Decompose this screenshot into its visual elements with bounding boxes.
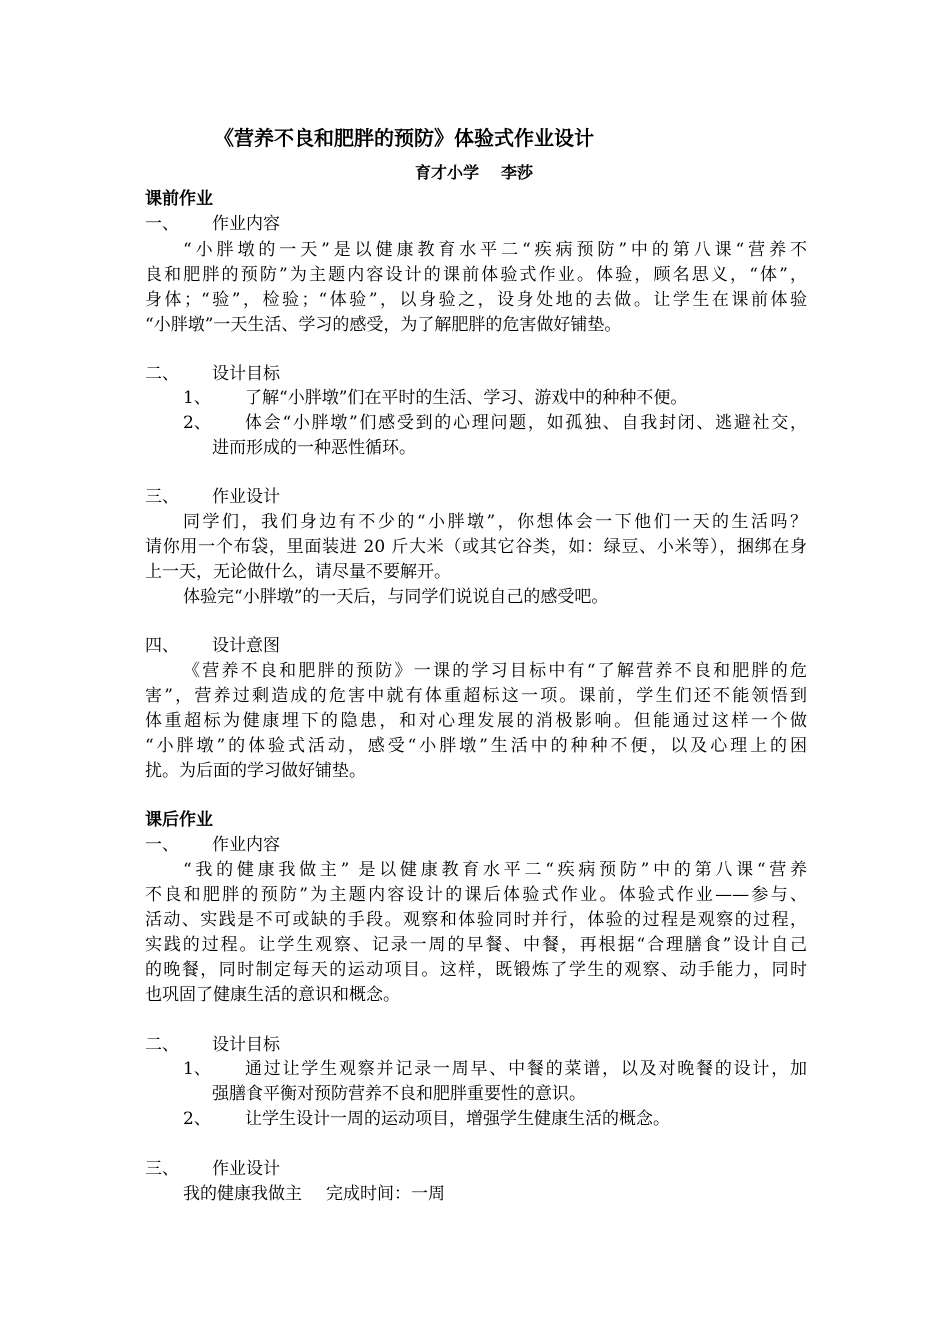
- post-s3-completion-time: 完成时间：一周: [326, 1184, 445, 1204]
- post-s3-line: [183, 1184, 445, 1204]
- pre-s2-title: 设计目标: [212, 364, 280, 384]
- pre-s4-line-1: 《营养不良和肥胖的预防》一课的学习目标中有“了解营养不良和肥胖的危: [183, 661, 807, 681]
- post-s3-num: 三、: [145, 1159, 179, 1179]
- pre-s3-line-1: 同学们，我们身边有不少的“小胖墩”，你想体会一下他们一天的生活吗？: [183, 512, 807, 532]
- post-s1-line-3: 活动、实践是不可或缺的手段。观察和体验同时并行，体验的过程是观察的过程，: [145, 910, 807, 930]
- doc-title: 《营养不良和肥胖的预防》体验式作业设计: [214, 126, 594, 150]
- pre-s1-line-2: 良和肥胖的预防”为主题内容设计的课前体验式作业。体验，顾名思义，“体”，: [145, 265, 807, 285]
- post-s1-line-1: “我的健康我做主” 是以健康教育水平二“疾病预防”中的第八课“营养: [183, 860, 807, 880]
- pre-s1-line-1: “小胖墩的一天”是以健康教育水平二“疾病预防”中的第八课“营养不: [183, 240, 807, 260]
- pre-s3-line-4: 体验完“小胖墩”的一天后，与同学们说说自己的感受吧。: [183, 587, 609, 607]
- post-s2-title: 设计目标: [212, 1035, 280, 1055]
- pre-s4-line-5: 扰。为后面的学习做好铺垫。: [145, 761, 366, 781]
- post-s1-line-2: 不良和肥胖的预防”为主题内容设计的课后体验式作业。体验式作业——参与、: [145, 885, 807, 905]
- pre-s2-item-2-line-1: 体会“小胖墩”们感受到的心理问题，如孤独、自我封闭、逃避社交，: [245, 413, 807, 433]
- post-s2-item-1-num: 1、: [183, 1059, 211, 1079]
- pre-s1-line-4: “小胖墩”一天生活、学习的感受，为了解肥胖的危害做好铺垫。: [145, 315, 622, 335]
- pre-s2-item-2-num: 2、: [183, 413, 211, 433]
- post-s1-line-5: 的晚餐，同时制定每天的运动项目。这样，既锻炼了学生的观察、动手能力，同时: [145, 960, 807, 980]
- post-s1-num: 一、: [145, 835, 179, 855]
- author-school: 育才小学: [415, 163, 480, 182]
- pre-s1-line-3: 身体；“验”，检验；“体验”，以身验之，设身处地的去做。让学生在课前体验: [145, 290, 807, 310]
- pre-s4-line-3: 体重超标为健康埋下的隐患，和对心理发展的消极影响。但能通过这样一个做: [145, 711, 807, 731]
- post-s3-activity-name: 我的健康我做主: [183, 1184, 302, 1204]
- pre-s2-item-1-num: 1、: [183, 388, 211, 408]
- author-name: 李莎: [501, 163, 534, 182]
- pre-s2-num: 二、: [145, 364, 179, 384]
- pre-s1-num: 一、: [145, 214, 179, 234]
- pre-s4-line-4: “小胖墩”的体验式活动，感受“小胖墩”生活中的种种不便，以及心理上的困: [145, 736, 807, 756]
- pre-s3-line-3: 上一天，无论做什么，请尽量不要解开。: [145, 562, 451, 582]
- pre-s4-num: 四、: [145, 636, 179, 656]
- pre-s3-num: 三、: [145, 487, 179, 507]
- post-s1-line-4: 实践的过程。让学生观察、记录一周的早餐、中餐，再根据“合理膳食”设计自己: [145, 935, 807, 955]
- author-line: [415, 163, 533, 183]
- post-s2-item-2-num: 2、: [183, 1109, 211, 1129]
- post-s2-item-1-line-1: 通过让学生观察并记录一周早、中餐的菜谱，以及对晚餐的设计，加: [245, 1059, 807, 1079]
- pre-s4-title: 设计意图: [212, 636, 280, 656]
- post-s2-item-2: 让学生设计一周的运动项目，增强学生健康生活的概念。: [245, 1109, 670, 1129]
- post-s2-item-1-line-2: 强膳食平衡对预防营养不良和肥胖重要性的意识。: [212, 1084, 586, 1104]
- pre-s4-line-2: 害”，营养过剩造成的危害中就有体重超标这一项。课前，学生们还不能领悟到: [145, 686, 807, 706]
- post-heading: 课后作业: [145, 810, 213, 830]
- post-s3-title: 作业设计: [212, 1159, 280, 1179]
- post-s2-num: 二、: [145, 1035, 179, 1055]
- pre-s3-line-2: 请你用一个布袋，里面装进 20 斤大米（或其它谷类，如：绿豆、小米等），捆绑在身: [145, 537, 807, 557]
- pre-s2-item-2-line-2: 进而形成的一种恶性循环。: [212, 438, 416, 458]
- pre-s3-title: 作业设计: [212, 487, 280, 507]
- post-s1-line-6: 也巩固了健康生活的意识和概念。: [145, 985, 400, 1005]
- pre-heading: 课前作业: [145, 189, 213, 209]
- pre-s1-title: 作业内容: [212, 214, 280, 234]
- post-s1-title: 作业内容: [212, 835, 280, 855]
- pre-s2-item-1: 了解“小胖墩”们在平时的生活、学习、游戏中的种种不便。: [245, 388, 688, 408]
